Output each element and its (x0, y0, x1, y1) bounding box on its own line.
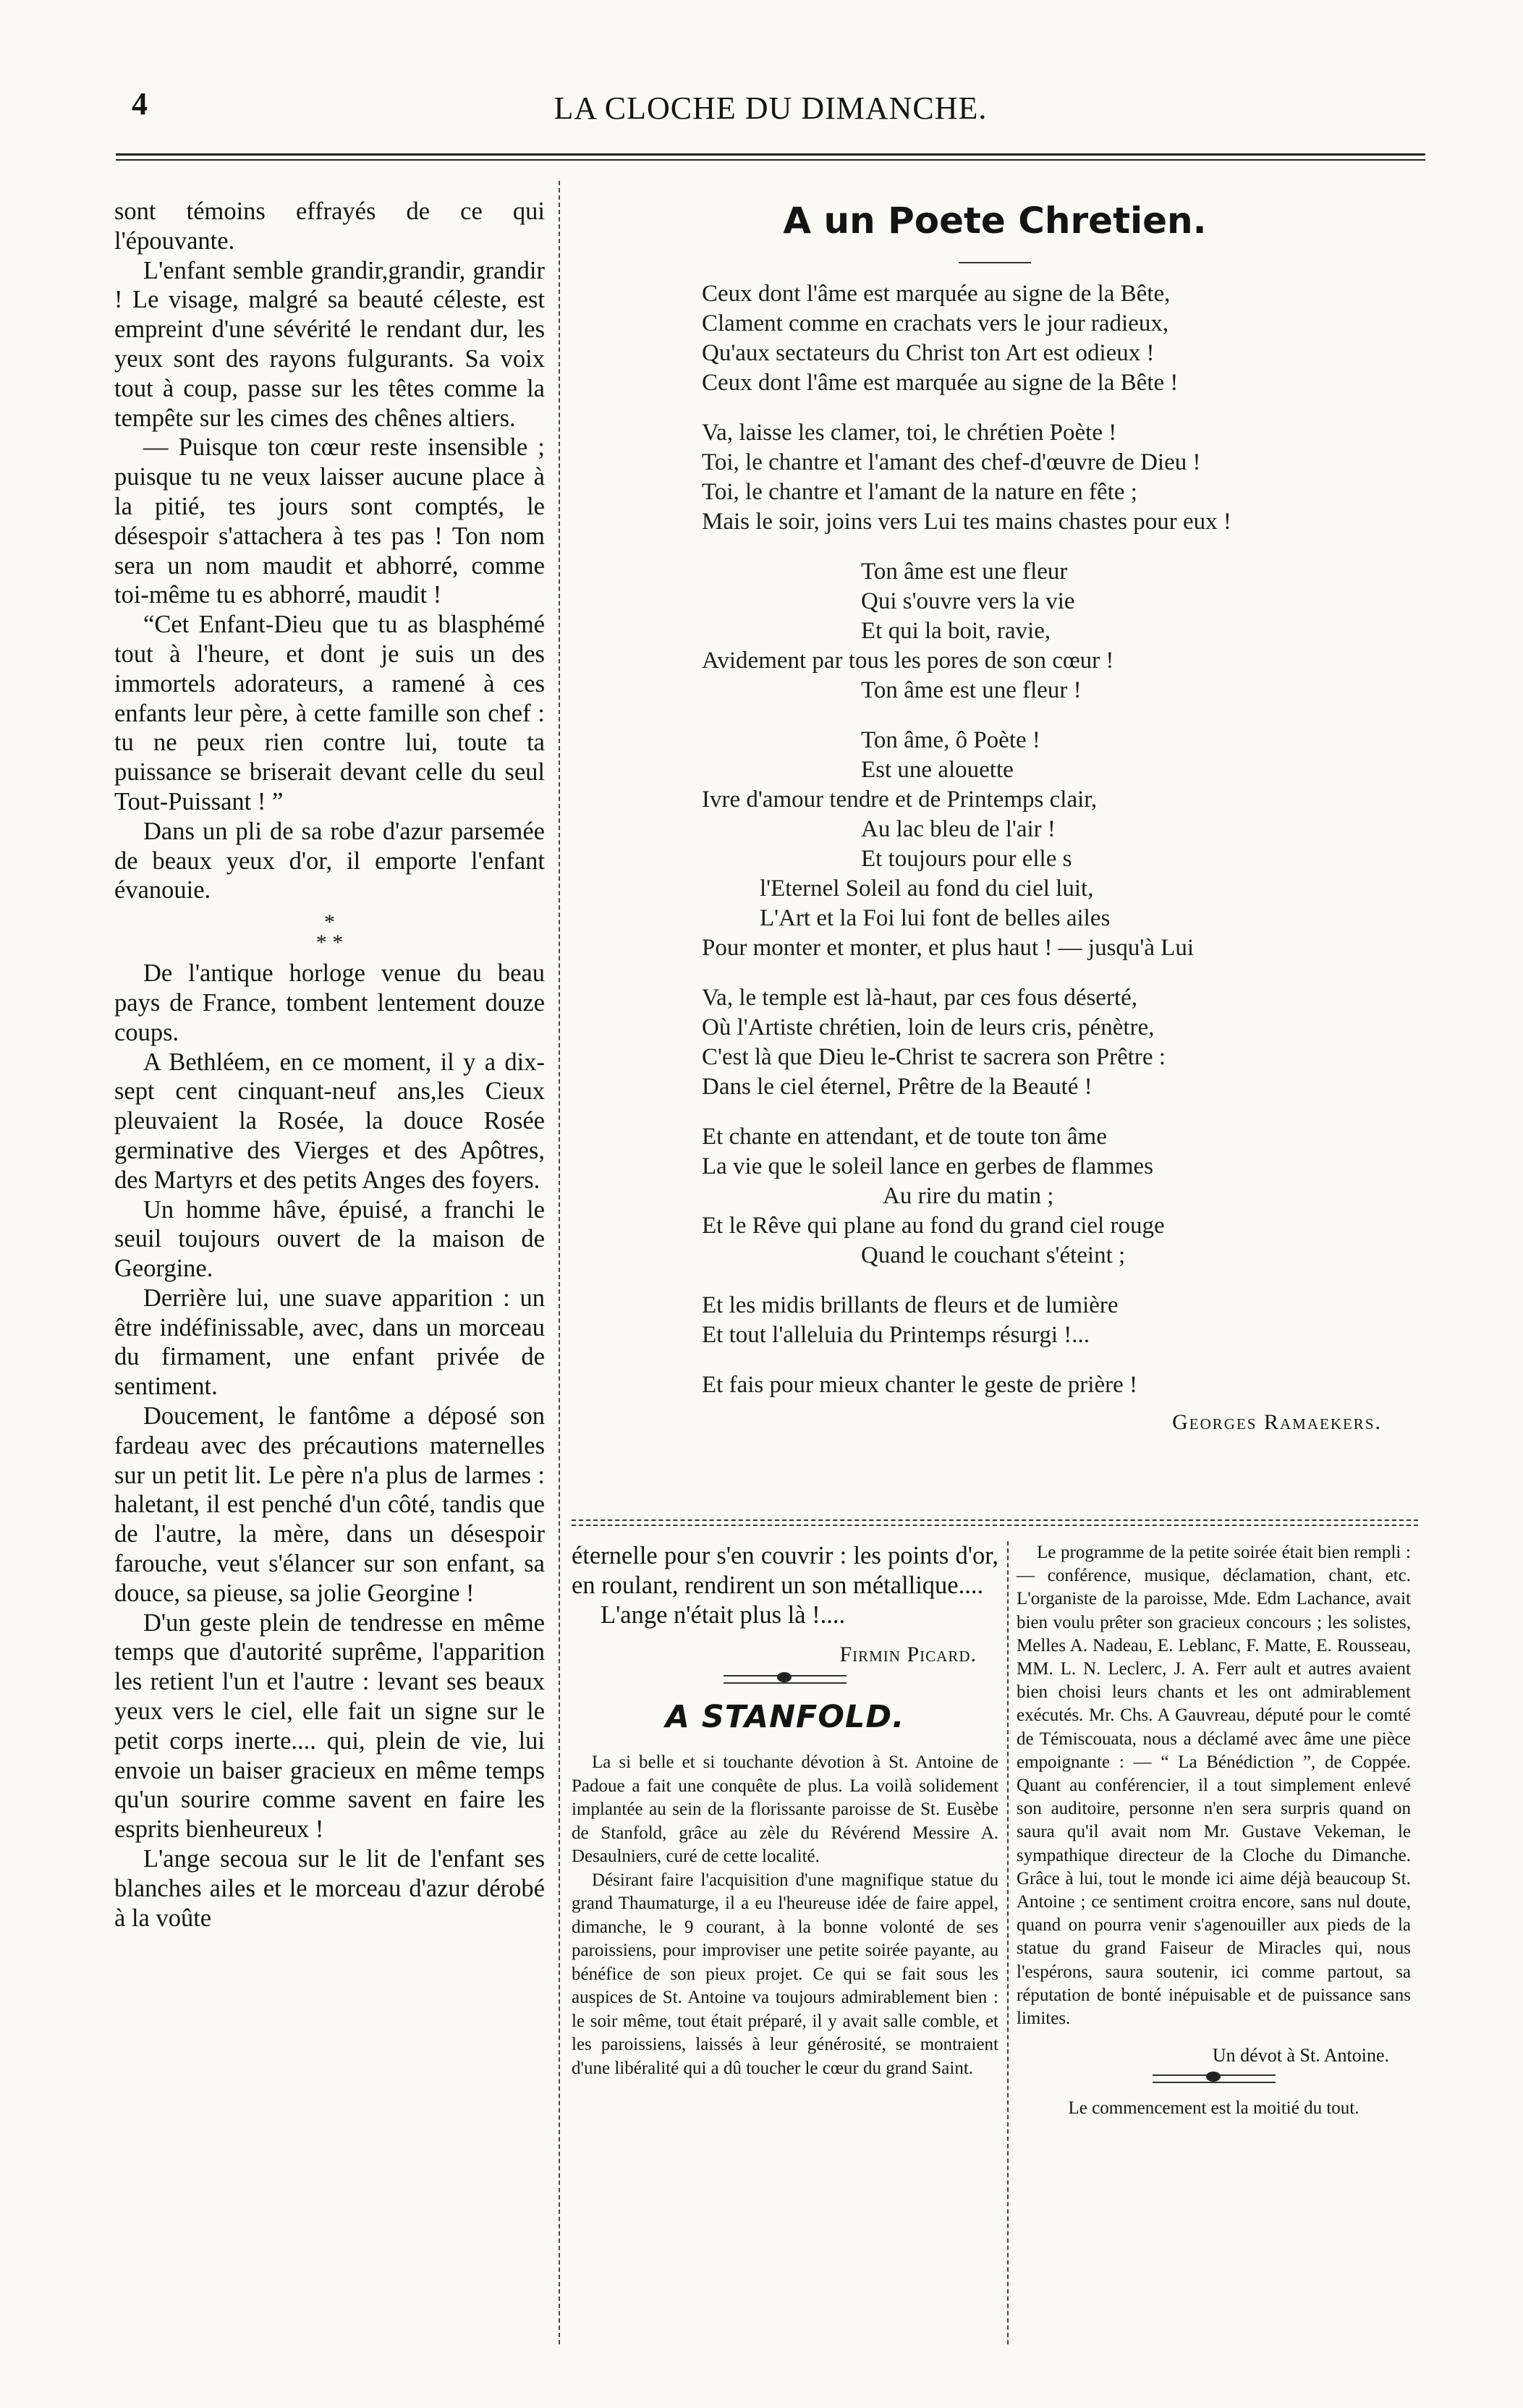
poem-stanza (702, 279, 1411, 398)
poem-line: Mais le soir, joins vers Lui tes mains chastes pour eux ! (702, 509, 1231, 535)
paragraph: La si belle et si touchante dévotion à St. Antoine de Padoue a fait une conquête de plus. La voilà solidement implantée au sein de la florissante paroisse de St. Eusèbe de Stanfold, grâce au zèle du Révérend Messire A. Desaulniers, curé de cette localité. (572, 1752, 998, 1867)
poem-line: Est une alouette (861, 757, 1014, 783)
poem-line: Ivre d'amour tendre et de Printemps clair, (702, 787, 1098, 813)
poem-stanza (702, 1291, 1411, 1350)
poem-line: Et les midis brillants de fleurs et de lumière (702, 1292, 1119, 1318)
article-body (572, 1751, 998, 2080)
poem-title: A un Poete Chretien. (783, 200, 1207, 242)
paragraph: L'ange n'était plus là !.... (601, 1601, 846, 1629)
right-column (1017, 1541, 1411, 2119)
poem-line: Et le Rêve qui plane au fond du grand ciel rouge (702, 1213, 1165, 1239)
poem-line: La vie que le soleil lance en gerbes de flammes (702, 1153, 1153, 1179)
poem-stanza (702, 1370, 1411, 1400)
poem-line: Ceux dont l'âme est marquée au signe de la Bête ! (702, 370, 1179, 396)
poem-line: C'est là que Dieu le-Christ te sacrera son Prêtre : (702, 1044, 1166, 1070)
masthead: LA CLOCHE DU DIMANCHE. (553, 90, 988, 126)
poem-line: Au lac bleu de l'air ! (861, 816, 1056, 842)
paragraph: Un homme hâve, épuisé, a franchi le seuil toujours ouvert de la maison de Georgine. (114, 1195, 545, 1283)
poem-line: Clament comme en crachats vers le jour radieux, (702, 310, 1169, 336)
section-title: A STANFOLD. (665, 1699, 905, 1736)
paragraph: L'enfant semble grandir,grandir, grandir ! Le visage, malgré sa beauté céleste, est empreint d'une sévérité le rendant dur, les yeux sont des rayons fulgurants. Sa voix tout à coup, passe sur les têtes comme la tempête sur les cimes des chênes altiers. (114, 256, 545, 432)
header-rule (116, 153, 1425, 161)
poem-line: Et fais pour mieux chanter le geste de prière ! (702, 1372, 1137, 1398)
poem-line: Va, le temple est là-haut, par ces fous déserté, (702, 985, 1138, 1011)
poem-stanza (702, 726, 1411, 963)
paragraph: De l'antique horloge venue du beau pays de France, tombent lentement douze coups. (114, 959, 545, 1046)
asterism-separator: * * * (315, 910, 344, 955)
page-number: 4 (132, 86, 148, 122)
poem-stanza (702, 418, 1411, 537)
poem-line: Toi, le chantre et l'amant de la nature en fête ; (702, 479, 1137, 505)
section-rule (572, 1519, 1418, 1526)
poem-line: Et chante en attendant, et de toute ton âme (702, 1124, 1107, 1150)
poem-line: Pour monter et monter, et plus haut ! — jusqu'à Lui (702, 935, 1195, 961)
poem-stanza (702, 983, 1411, 1102)
article-body (1017, 1541, 1411, 2030)
poem-line: Dans le ciel éternel, Prêtre de la Beauté ! (702, 1074, 1093, 1100)
poem-author: Georges Ramaekers. (1172, 1410, 1382, 1434)
poem-stanza (702, 557, 1411, 705)
poem-line: Où l'Artiste chrétien, loin de leurs cris, pénètre, (702, 1014, 1155, 1040)
paragraph: — Puisque ton cœur reste insensible ; puisque tu ne veux laisser aucune place à la pitié, tes jours sont comptés, le désespoir s'attachera à tes pas ! Ton nom sera un nom maudit et abhorré, comme toi-même tu es abhorré, maudit ! (114, 433, 545, 609)
poem-line: Et toujours pour elle s (861, 846, 1072, 872)
poem-line: Quand le couchant s'éteint ; (861, 1242, 1126, 1268)
poem-line: Et tout l'alleluia du Printemps résurgi !... (702, 1322, 1090, 1348)
poem (579, 195, 1411, 1435)
poem-stanza (702, 1122, 1411, 1271)
poem-line: Ceux dont l'âme est marquée au signe de la Bête, (702, 281, 1171, 307)
page-header (109, 85, 1433, 136)
poem-line: Qui s'ouvre vers la vie (861, 588, 1075, 614)
column-divider (1007, 1541, 1009, 2344)
poem-line: Toi, le chantre et l'amant des chef-d'œuvre de Dieu ! (702, 449, 1201, 475)
paragraph: A Bethléem, en ce moment, il y a dix-sept cent cinquant-neuf ans,les Cieux pleuvaient la Rosée, la douce Rosée germinative des Vierges et des Apôtres, des Martyrs et des petits Anges des foyers. (114, 1048, 545, 1194)
poem-line: Ton âme est une fleur (861, 559, 1068, 585)
paragraph: “Cet Enfant-Dieu que tu as blasphémé tout à l'heure, et dont je suis un des immortels adorateurs, a ramené à ces enfants leur père, à cette famille son chef : tu ne peux rien contre lui, toute ta puissance se briserait devant celle du seul Tout-Puissant ! ” (114, 611, 545, 815)
ornament-divider (572, 1674, 998, 1687)
middle-column (572, 1541, 998, 2080)
poem-line: l'Eternel Soleil au fond du ciel luit, (760, 876, 1094, 902)
paragraph: D'un geste plein de tendresse en même temps que d'autorité suprême, l'apparition les retient l'un et l'autre : levant ses beaux yeux vers le ciel, elle fait un signe sur le petit corps inerte.... qui, plein de vie, lui envoie un baiser gracieux en même temps qu'un sourire comme savent en faire les esprits bienheureux ! (114, 1608, 545, 1844)
story-ending (572, 1541, 998, 1629)
paragraph: Désirant faire l'acquisition d'une magnifique statue du grand Thaumaturge, il a eu l'heureuse idée de faire appel, dimanche, le 9 courant, à la bonne volonté de ses paroissiens, pour improviser une petite soirée payante, au bénéfice de son pieux projet. Ce qui se fait sous les auspices de St. Antoine va toujours admirablement bien : le soir même, tout était préparé, il y avait salle comble, et les paroissiens, laissés à leur générosité, se montraient d'une libéralité qui a dû toucher le cœur du grand Saint. (572, 1870, 998, 2078)
paragraph: Derrière lui, une suave apparition : un être indéfinissable, avec, dans un morceau du firmament, une enfant privée de sentiment. (114, 1284, 545, 1401)
paragraph: Doucement, le fantôme a déposé son fardeau avec des précautions maternelles sur un petit lit. Le père n'a plus de larmes : haletant, il est penché d'un côté, tandis que de l'autre, la mère, dans un désespoir farouche, veut s'élancer sur son enfant, sa douce, sa pieuse, sa jolie Georgine ! (114, 1402, 545, 1607)
paragraph: Le programme de la petite soirée était bien rempli : — conférence, musique, déclamation, chant, etc. L'organiste de la paroisse, Mde. Edm Lachance, avait bien voulu prêter son gracieux concours ; les solistes, Melles A. Nadeau, E. Leblanc, F. Matte, E. Rousseau, MM. L. N. Leclerc, J. A. Ferr ault et autres avaient bien choisi leurs chants et les ont admirablement exécutés. Mr. Chs. A Gauvreau, député pour le comté de Témiscouata, nous a déclamé avec âme une pièce empoignante : — “ La Bénédiction ”, de Coppée. Quant au conférencier, il a tout simplement enlevé son auditoire, personne n'en sera surpris quand on saura qu'il avait nom Mr. Gustave Vekeman, le sympathique directeur de la Cloche du Dimanche. Grâce à lui, tout le monde ici aime déjà beaucoup St. Antoine ; ce sentiment croitra encore, sans nul doute, quand on pourra venir s'agenouiller aux pieds de la statue du grand Faiseur de Miracles qui, nous l'espérons, saura soutenir, ici comme partout, sa réputation de bonté inépuisable et de puissance sans limites. (1017, 1543, 1411, 2029)
poem-line: Et qui la boit, ravie, (861, 618, 1051, 644)
story-signature: Firmin Picard. (839, 1642, 977, 1667)
motto: Le commencement est la moitié du tout. (1068, 2098, 1359, 2119)
poem-line: Qu'aux sectateurs du Christ ton Art est odieux ! (702, 340, 1155, 366)
paragraph: sont témoins effrayés de ce qui l'épouvante. (114, 198, 545, 255)
poem-line: L'Art et la Foi lui font de belles ailes (760, 905, 1111, 931)
paragraph: Dans un pli de sa robe d'azur parsemée de beaux yeux d'or, il emporte l'enfant évanouie. (114, 817, 545, 904)
ornament-divider (1017, 2074, 1411, 2087)
article-signature: Un dévot à St. Antoine. (1212, 2045, 1389, 2066)
poem-line: Avidement par tous les pores de son cœur ! (702, 648, 1114, 674)
left-column (114, 197, 545, 1933)
poem-line: Ton âme est une fleur ! (861, 677, 1082, 703)
column-divider (559, 181, 560, 2344)
poem-line: Au rire du matin ; (883, 1183, 1054, 1209)
paragraph: L'ange secoua sur le lit de l'enfant ses blanches ailes et le morceau d'azur dérobé à la voûte (114, 1845, 545, 1932)
poem-line: Ton âme, ô Poète ! (861, 727, 1040, 753)
poem-line: Va, laisse les clamer, toi, le chrétien Poète ! (702, 420, 1117, 446)
title-rule (959, 262, 1031, 263)
paragraph: éternelle pour s'en couvrir : les points d'or, en roulant, rendirent un son métallique.... (572, 1542, 998, 1599)
